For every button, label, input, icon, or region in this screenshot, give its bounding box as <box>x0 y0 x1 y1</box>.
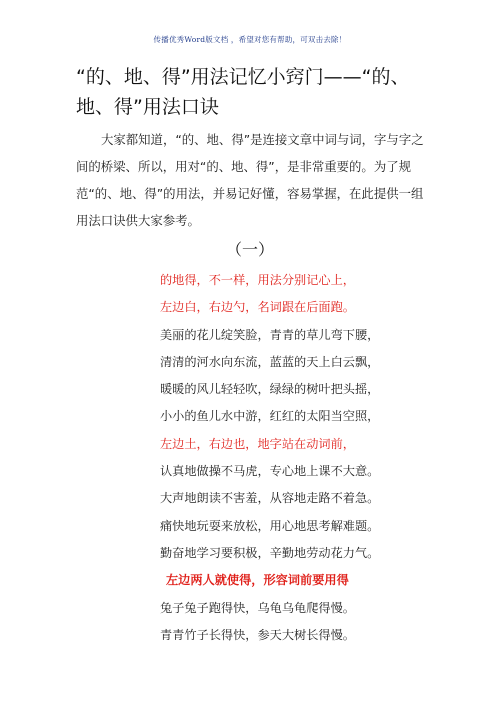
verse-line: 小小的鱼儿水中游，红红的太阳当空照， <box>160 409 380 424</box>
verse-line: 美丽的花儿绽笑脸，青青的草儿弯下腰， <box>160 327 380 342</box>
intro-paragraph: 大家都知道，“的、地、得”是连接文章中词与词，字与字之间的桥梁、所以，用对“的、地、得”，是非常重要的。为了规范“的、地、得”的用法，并易记好懂，容易掌握，在此提供一组用法口诀供大家参考。 <box>76 132 424 228</box>
verse-line: 认真地做操不马虎，专心地上课不大意。 <box>160 464 380 479</box>
verse-line: 痛快地玩耍来放松，用心地思考解难题。 <box>160 518 380 533</box>
verse-line: 大声地朗读不害羞，从容地走路不着急。 <box>160 491 380 506</box>
verse-line: 清清的河水向东流，蓝蓝的天上白云飘， <box>160 354 380 369</box>
verse-line: 左边两人就使得，形容词前要用得 <box>166 573 349 588</box>
document-title: “的、地、得”用法记忆小窍门——“的、地、得”用法口诀 <box>76 66 410 118</box>
section-heading: （一） <box>225 240 274 259</box>
verse-line: 左边土，右边也，地字站在动词前， <box>160 436 355 451</box>
verse-line: 的地得，不一样，用法分别记心上， <box>160 273 355 287</box>
verse-line: 勤奋地学习要积极，辛勤地劳动花力气。 <box>160 545 380 560</box>
verse-line: 兔子兔子跑得快，乌龟乌龟爬得慢。 <box>160 600 355 615</box>
verse-line: 青青竹子长得快，参天大树长得慢。 <box>160 627 355 642</box>
verse-line: 暖暖的风儿轻轻吹，绿绿的树叶把头摇， <box>160 382 380 397</box>
verse-list <box>160 270 420 652</box>
document-banner: 传播优秀Word版文档 ，希望对您有帮助，可双击去除！ <box>153 35 347 44</box>
verse-line: 左边白，右边勺，名词跟在后面跑。 <box>160 300 355 315</box>
